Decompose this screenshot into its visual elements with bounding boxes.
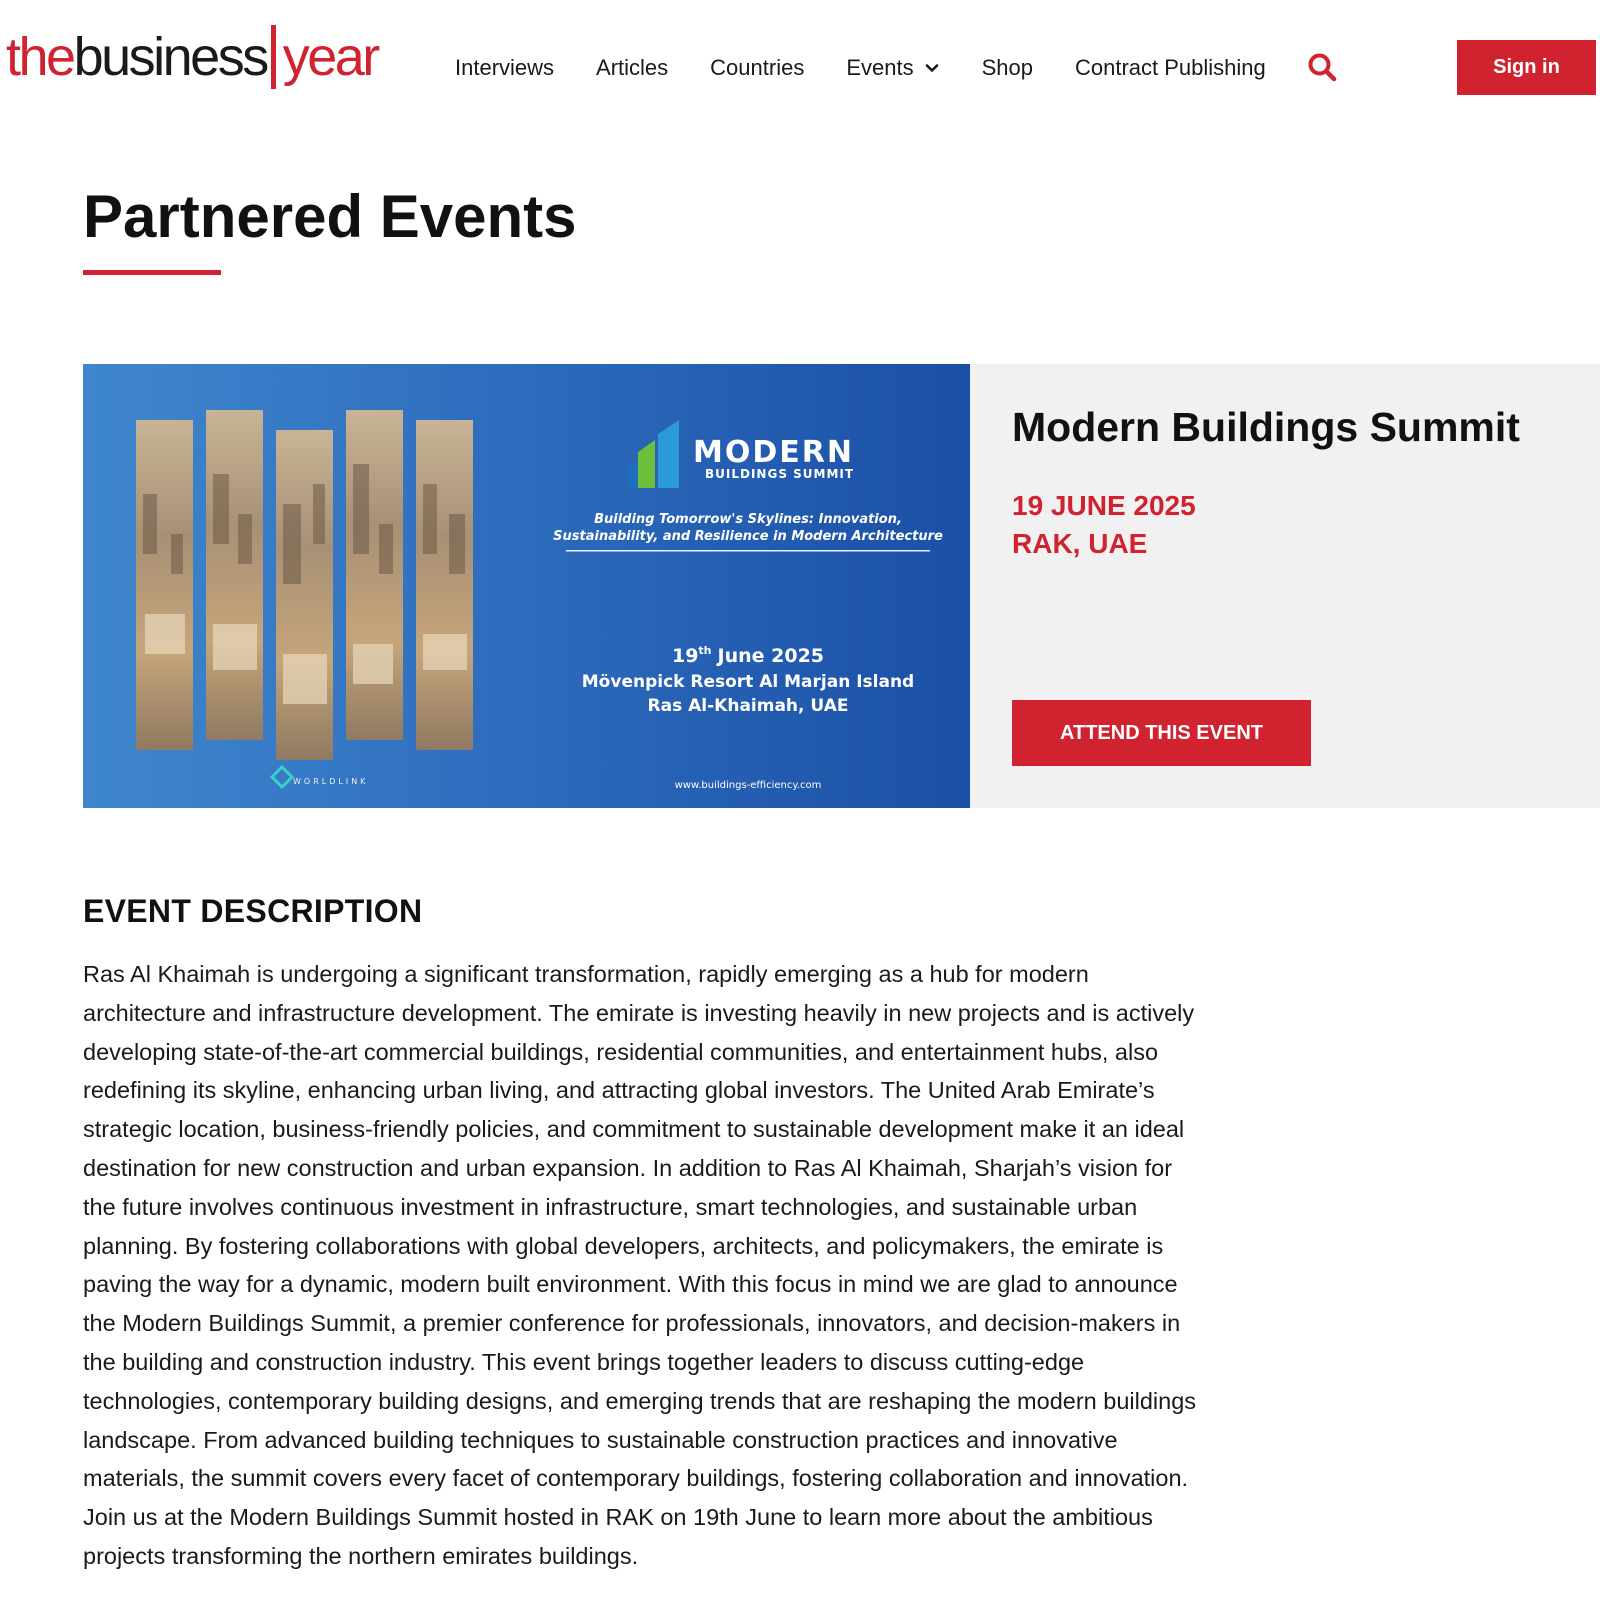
city-photo-strips bbox=[136, 410, 473, 760]
banner-tagline-line2: Sustainability, and Resilience in Modern Architecture bbox=[553, 529, 943, 544]
event-date: 19 JUNE 2025 bbox=[1012, 490, 1196, 521]
banner-venue-line1: Mövenpick Resort Al Marjan Island bbox=[581, 672, 915, 692]
banner-tagline-rule bbox=[566, 550, 930, 552]
nav-item-shop[interactable]: Shop bbox=[981, 55, 1033, 80]
banner-date-rest: June 2025 bbox=[717, 645, 825, 667]
event-name[interactable]: Modern Buildings Summit bbox=[1012, 404, 1520, 450]
banner-logo-word: MODERN bbox=[693, 435, 854, 470]
logo-text-the: the bbox=[6, 27, 74, 87]
page-title: Partnered Events bbox=[83, 183, 577, 250]
banner-date-day: 19 bbox=[671, 645, 699, 667]
description-heading: EVENT DESCRIPTION bbox=[83, 893, 423, 929]
main-nav bbox=[455, 48, 1308, 88]
attend-event-button[interactable]: ATTEND THIS EVENT bbox=[1012, 700, 1311, 766]
event-banner-image[interactable] bbox=[83, 364, 970, 808]
nav-item-articles[interactable]: Articles bbox=[596, 55, 669, 80]
nav-item-contract-publishing[interactable]: Contract Publishing bbox=[1074, 55, 1266, 80]
nav-item-interviews[interactable]: Interviews bbox=[455, 55, 555, 80]
search-icon[interactable] bbox=[1307, 52, 1337, 82]
banner-venue-line2: Ras Al-Khaimah, UAE bbox=[647, 696, 849, 716]
banner-website: www.buildings-efficiency.com bbox=[674, 780, 822, 791]
banner-logo-sub: BUILDINGS SUMMIT bbox=[705, 467, 855, 481]
logo-text-business: business bbox=[73, 27, 267, 87]
banner-tagline-line1: Building Tomorrow's Skylines: Innovation, bbox=[594, 512, 902, 527]
event-banner-artwork bbox=[83, 364, 970, 808]
banner-date-suffix: th bbox=[698, 644, 712, 657]
nav-item-events[interactable] bbox=[846, 55, 939, 81]
sign-in-button[interactable]: Sign in bbox=[1457, 40, 1596, 95]
logo-divider bbox=[271, 25, 276, 89]
site-header bbox=[0, 0, 1600, 135]
logo-text-year: year bbox=[282, 27, 378, 87]
nav-item-countries[interactable]: Countries bbox=[710, 55, 805, 80]
site-logo[interactable] bbox=[6, 22, 378, 92]
banner-date bbox=[672, 644, 824, 667]
event-location: RAK, UAE bbox=[1012, 528, 1148, 559]
summit-logo-mark bbox=[628, 420, 679, 488]
event-info-panel bbox=[970, 364, 1600, 808]
chevron-down-icon bbox=[924, 60, 940, 76]
nav-item-events-label: Events bbox=[846, 55, 914, 80]
description-body: Ras Al Khaimah is undergoing a significant transformation, rapidly emerging as a hub for modern architecture and infrastructure development. The emirate is investing heavily in new projects and is actively developing state-of-the-art commercial buildings, residential communities, and entertainment hubs, also redefining its skyline, enhancing urban living, and attracting global investors. The United Arab Emirate’s strategic location, business-friendly policies, and commitment to sustainable development make it an ideal destination for new construction and urban expansion. In addition to Ras Al Khaimah, Sharjah’s vision for the future involves continuous investment in infrastructure, smart technologies, and sustainable urban planning. By fostering collaborations with global developers, architects, and policymakers, the emirate is paving the way for a dynamic, modern built environment. With this focus in mind we are glad to announce the Modern Buildings Summit, a premier conference for professionals, innovators, and decision-makers in the building and construction industry. This event brings together leaders to discuss cutting-edge technologies, contemporary building designs, and emerging trends that are reshaping the modern buildings landscape. From advanced building techniques to sustainable construction practices and innovative materials, the summit covers every facet of contemporary buildings, fostering collaboration and innovation. Join us at the Modern Buildings Summit hosted in RAK on 19th June to learn more about the ambitious projects transforming the northern emirates buildings. bbox=[83, 961, 1197, 1569]
title-underline bbox=[83, 270, 221, 275]
banner-organizer: WORLDLINK bbox=[293, 777, 369, 786]
worldlink-logo-icon bbox=[272, 767, 292, 787]
